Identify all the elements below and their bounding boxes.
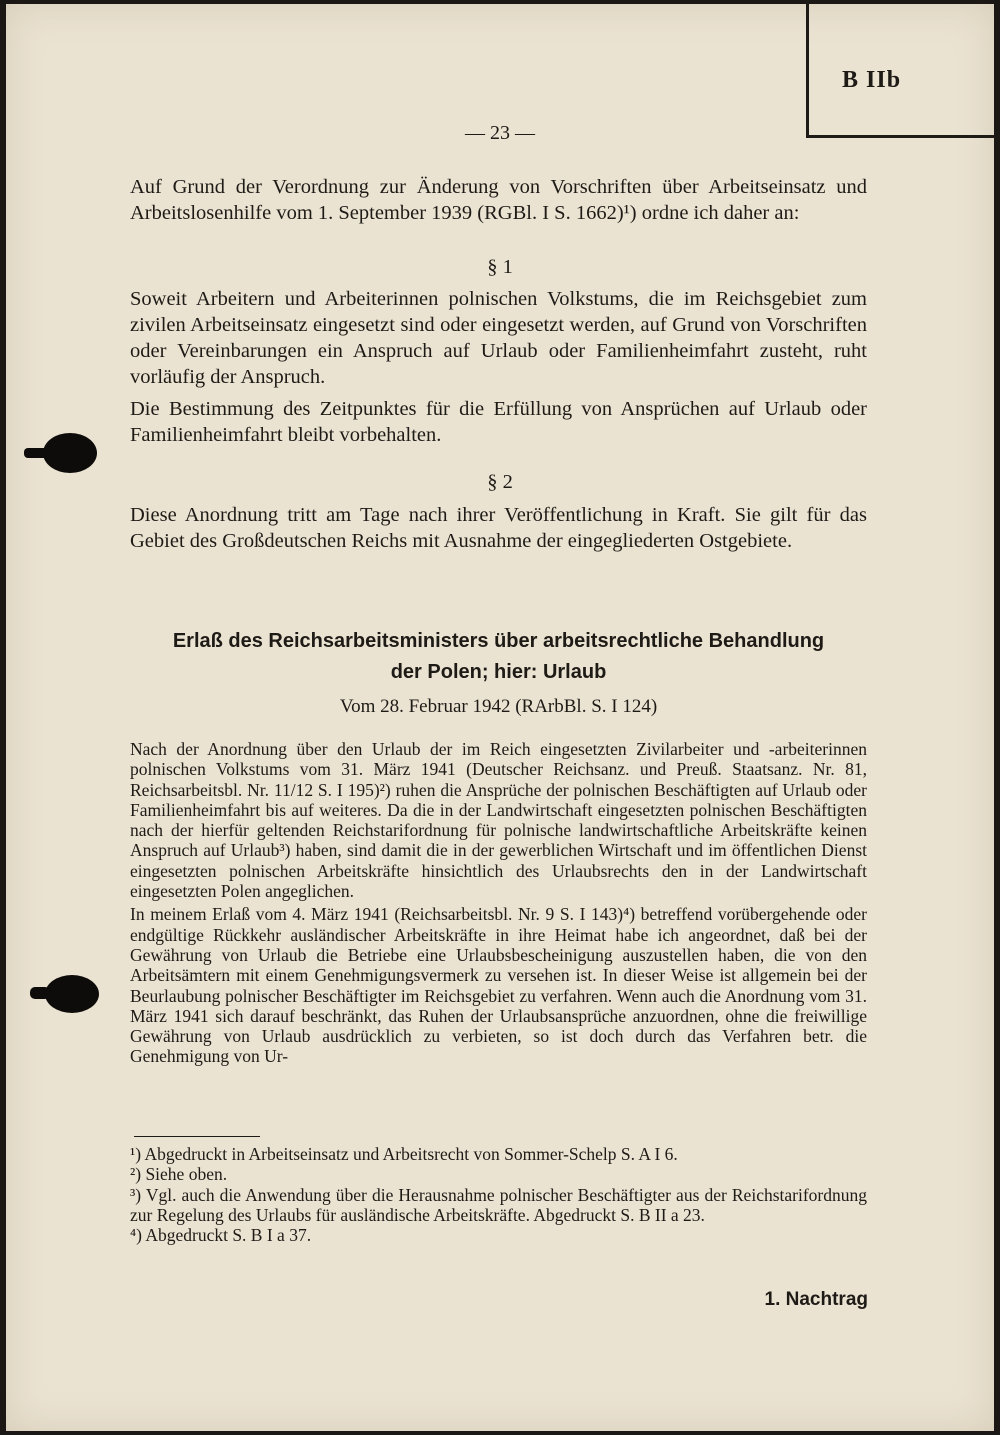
decree-paragraph: In meinem Erlaß vom 4. März 1941 (Reichsarbeitsbl. Nr. 9 S. I 143)⁴) betreffend vorübergehende oder endgültige Rückkehr ausländischer Arbeitskräfte in ihre Heimat habe ich angeordnet, daß bei der Gewährung von Urlaub die Betriebe eine Urlaubsbescheinigung auszustellen haben, die von den Arbeitsämtern mit einem Genehmigungsvermerk zu versehen ist. In dieser Weise ist allgemein bei der Beurlaubung polnischer Beschäftigter im Reichsgebiet zu verfahren. Wenn auch die Anordnung vom 31. März 1941 sich darauf beschränkt, das Ruhen der Urlaubsansprüche anzuordnen, ohne die freiwillige Gewährung von Urlaub ausdrücklich zu verbieten, so ist doch durch das Verfahren betr. die Genehmigung von Ur- (130, 904, 867, 1067)
section-2-paragraph: Diese Anordnung tritt am Tage nach ihrer Veröffentlichung in Kraft. Sie gilt für das Gebiet des Großdeutschen Reichs mit Ausnahme der eingegliederten Ostgebiete. (130, 504, 867, 552)
footnote: ²) Siehe oben. (130, 1164, 228, 1185)
section-2-sign: § 2 (487, 471, 513, 493)
footnote-rule (134, 1136, 260, 1137)
punch-hole-top (20, 428, 100, 478)
footnote: ¹) Abgedruckt in Arbeitseinsatz und Arbeitsrecht von Sommer-Schelp S. A I 6. (130, 1144, 678, 1164)
footnote: ⁴) Abgedruckt S. B I a 37. (130, 1225, 312, 1246)
decree-title-line-2: der Polen; hier: Urlaub (390, 661, 607, 683)
footnotes (130, 1144, 867, 1245)
decree-body (130, 739, 867, 1067)
section-1-body (130, 286, 867, 448)
decree-paragraph: Nach der Anordnung über den Urlaub der im Reich eingesetzten Zivilarbeiter und -arbeiterinnen polnischen Volkstums vom 31. März 1941 (Deutscher Reichsanz. und Preuß. Staatsanz. Nr. 81, Reichsarbeitsbl. Nr. 11/12 S. I 195)²) ruhen die Ansprüche der polnischen Beschäftigten auf Urlaub oder Familienheimfahrt bis auf weiteres. Da die in der Landwirtschaft eingesetzten polnischen Beschäftigten nach der hierfür geltenden Reichstarifordnung für polnische landwirtschaftliche Arbeitskräfte keinen Anspruch auf Urlaub³) haben, sind damit die in der gewerblichen Wirtschaft und im öffentlichen Dienst eingesetzten polnischen Arbeitskräfte hinsichtlich des Urlaubsrechts den in der Landwirtschaft eingesetzten Polen angeglichen. (130, 739, 867, 902)
decree-title (130, 626, 867, 688)
section-1-paragraph: Soweit Arbeitern und Arbeiterinnen polnischen Volkstums, die im Reichsgebiet zum zivilen Arbeitseinsatz eingesetzt sind oder eingesetzt werden, auf Grund von Vorschriften oder Vereinbarungen ein Anspruch auf Urlaub oder Familienheimfahrt zusteht, ruht vorläufig der Anspruch. (130, 288, 867, 388)
register-tab-label: B IIb (842, 67, 902, 93)
page-number: — 23 — (465, 122, 535, 144)
decree-title-line-1: Erlaß des Reichsarbeitsministers über arbeitsrechtliche Behandlung (172, 630, 825, 652)
section-1-sign: § 1 (487, 256, 513, 278)
document-page (6, 4, 994, 1431)
decree-date: Vom 28. Februar 1942 (RArbBl. S. I 124) (339, 696, 658, 717)
supplement-label: 1. Nachtrag (764, 1289, 868, 1310)
intro-text: Auf Grund der Verordnung zur Änderung von Vorschriften über Arbeitseinsatz und Arbeitslosenhilfe vom 1. September 1939 (RGBl. I S. 1662)¹) ordne ich daher an: (130, 176, 867, 224)
intro-paragraph (130, 174, 867, 226)
section-2-body (130, 502, 867, 554)
punch-hole-bottom (28, 970, 104, 1018)
footnote: ³) Vgl. auch die Anwendung über die Herausnahme polnischer Beschäftigter aus der Reichstarifordnung zur Regelung des Urlaubs für ausländische Arbeitskräfte. Abgedruckt S. B II a 23. (130, 1184, 867, 1225)
section-1-paragraph: Die Bestimmung des Zeitpunktes für die Erfüllung von Ansprüchen auf Urlaub oder Familienheimfahrt bleibt vorbehalten. (130, 398, 867, 446)
